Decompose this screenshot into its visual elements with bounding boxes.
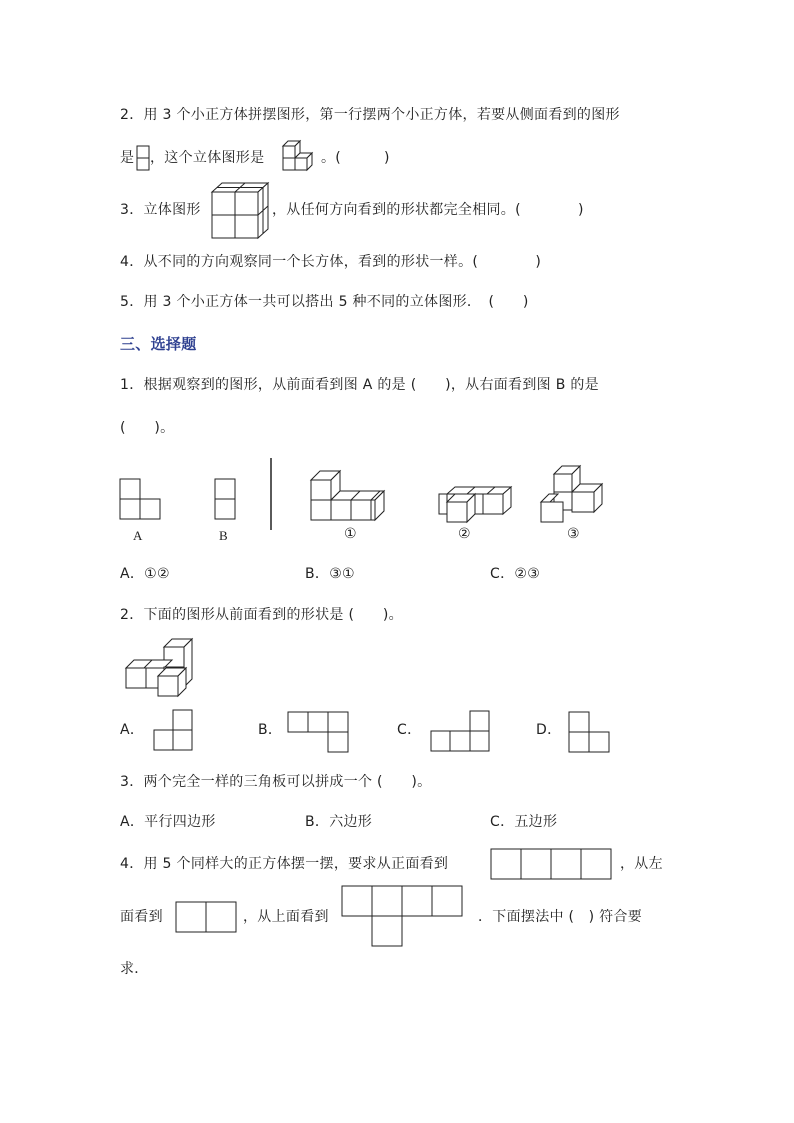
c4-left-view-figure: [175, 901, 239, 935]
c2-solid-figure: [124, 638, 198, 700]
c2-option-a-figure: [153, 709, 197, 753]
c2-option-d-figure: [568, 711, 612, 755]
c1-divider: [270, 458, 274, 532]
c1-label-b: B: [219, 528, 228, 543]
q2-line2c: 。( ): [321, 150, 390, 166]
c4-line1a: 4．用 5 个同样大的正方体摆一摆，要求从正面看到: [120, 856, 449, 872]
c3-option-b[interactable]: B．六边形: [305, 814, 373, 830]
c3-option-c[interactable]: C．五边形: [490, 814, 558, 830]
c1-label-3: ③: [567, 526, 580, 542]
c4-line2b: ，从上面看到: [243, 909, 329, 925]
q5-text: 5．用 3 个小正方体一共可以搭出 5 种不同的立体图形． ( ): [120, 294, 529, 310]
c1-label-2: ②: [458, 526, 471, 542]
c2-option-c-figure: [430, 710, 494, 754]
q3-text-b: ，从任何方向看到的形状都完全相同。( ): [272, 202, 584, 218]
c4-line2c: ．下面摆法中 ( ) 符合要: [478, 909, 643, 925]
c4-top-view-figure: [341, 885, 465, 951]
q3-text-a: 3．立体图形: [120, 202, 201, 218]
c1-figure-b: [214, 478, 240, 524]
c2-option-d[interactable]: D．: [536, 722, 562, 738]
c1-line1: 1．根据观察到的图形，从前面看到图 A 的是 ( )，从右面看到图 B 的是: [120, 377, 599, 393]
c1-label-1: ①: [344, 526, 357, 542]
section-title: 三、选择题: [120, 335, 197, 353]
c3-question: 3．两个完全一样的三角板可以拼成一个 ( )。: [120, 774, 432, 790]
c1-option-a[interactable]: A．①②: [120, 566, 170, 582]
c4-line1b: ，从左: [620, 856, 663, 872]
c1-option-b[interactable]: B．③①: [305, 566, 355, 582]
q4-text: 4．从不同的方向观察同一个长方体，看到的形状一样。( ): [120, 254, 542, 270]
c1-figure-1: [310, 470, 390, 524]
c2-option-b[interactable]: B．: [258, 722, 283, 738]
c4-front-view-figure: [490, 848, 614, 882]
c2-option-b-figure: [287, 711, 351, 755]
q3-cube-figure: [211, 182, 271, 240]
c1-option-c[interactable]: C．②③: [490, 566, 541, 582]
q2-line1: 2．用 3 个小正方体拼摆图形，第一行摆两个小正方体，若要从侧面看到的图形: [120, 107, 620, 123]
c2-option-c[interactable]: C．: [397, 722, 422, 738]
c4-line2a: 面看到: [120, 909, 163, 925]
c1-line2: ( )。: [120, 420, 175, 436]
c1-figure-a: [119, 478, 165, 524]
q2-line2b: ，这个立体图形是: [150, 150, 265, 166]
c1-figure-2: [437, 486, 517, 526]
c1-figure-3: [540, 465, 606, 525]
q2-line2a: 是: [120, 150, 135, 166]
c1-label-a: A: [133, 528, 143, 543]
c2-question: 2．下面的图形从前面看到的形状是 ( )。: [120, 607, 403, 623]
c2-option-a[interactable]: A．: [120, 722, 145, 738]
c4-line3: 求．: [120, 961, 149, 977]
c3-option-a[interactable]: A．平行四边形: [120, 814, 216, 830]
q2-solid-figure: [282, 140, 322, 176]
